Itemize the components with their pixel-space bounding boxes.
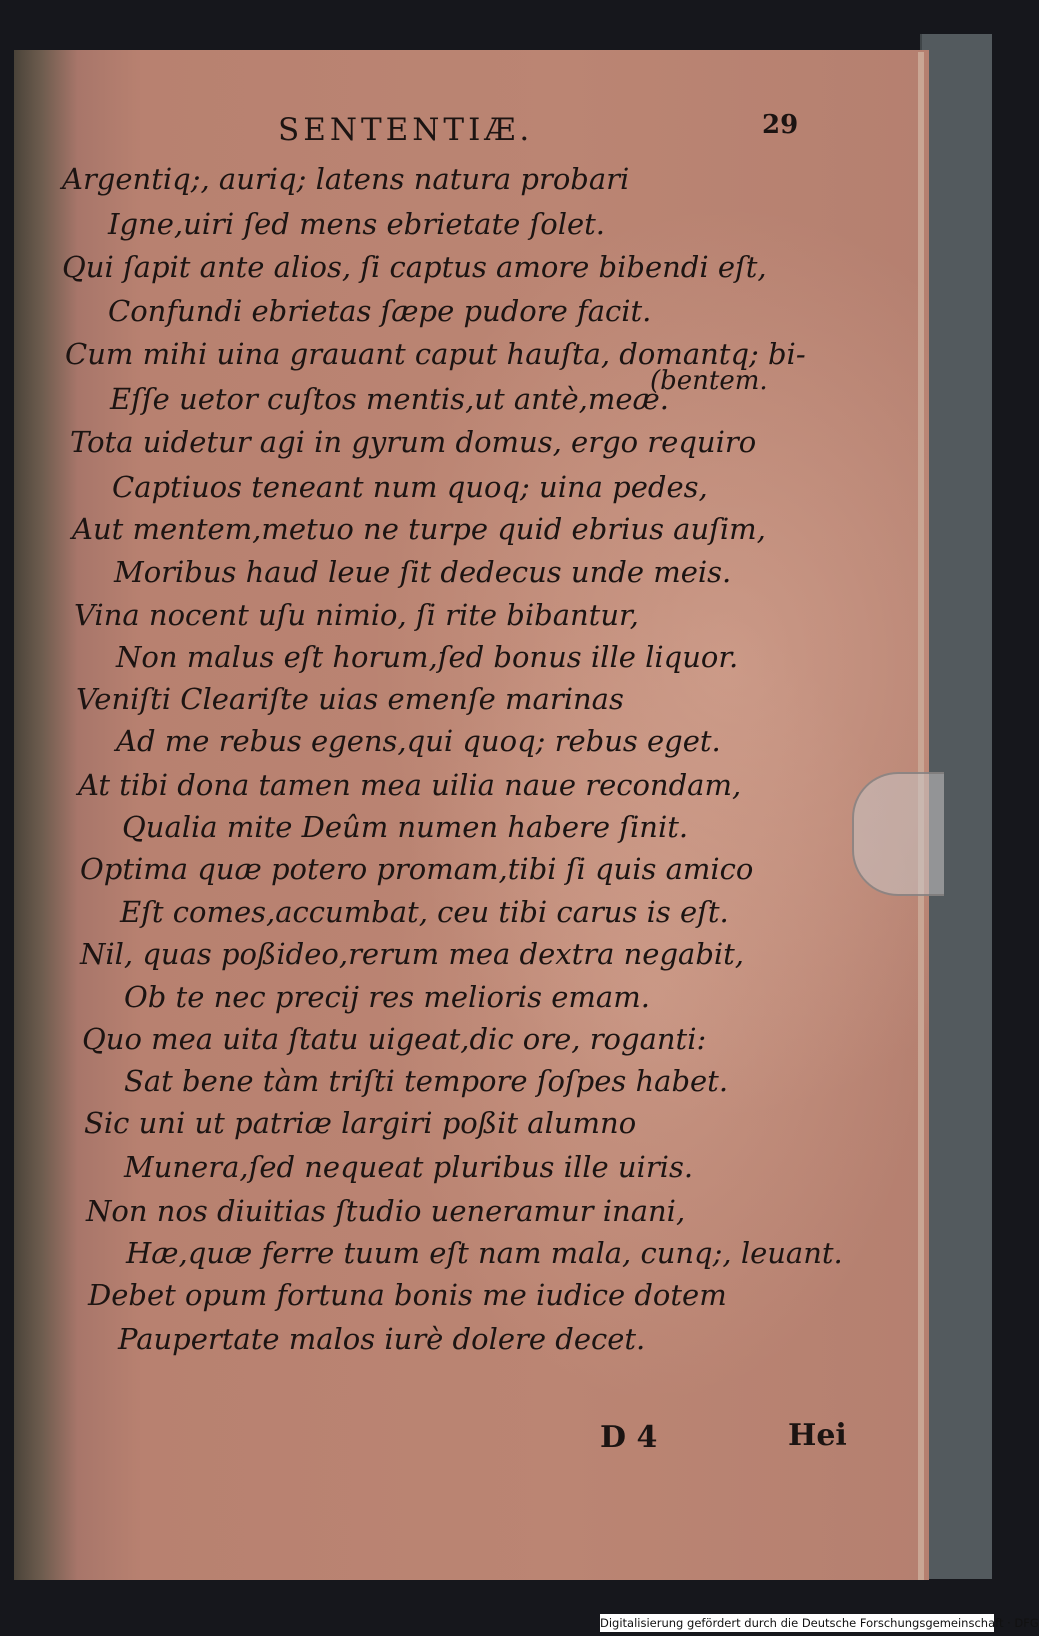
verse-line: Sat bene tàm triſti tempore ſoſpes habet. (124, 1064, 729, 1098)
verse-line: Qualia mite Deûm numen habere ſinit. (122, 810, 689, 844)
verse-line: Sic uni ut patriæ largiri poßit alumno (84, 1106, 637, 1140)
verse-line: Ob te nec precij res melioris emam. (124, 980, 650, 1014)
verse-line: Ad me rebus egens,qui quoq; rebus eget. (116, 724, 721, 758)
verse-line: Hæ,quæ ferre tuum eſt nam mala, cunq;, leuant. (126, 1236, 843, 1270)
catchword: Hei (788, 1418, 847, 1453)
verse-line: Argentiq;, auriq; latens natura probari (62, 162, 630, 196)
signature-mark: D 4 (600, 1420, 658, 1455)
verse-line: Captiuos teneant num quoq; uina pedes, (112, 470, 708, 504)
verse-line: Eſt comes,accumbat, ceu tibi carus is eſt. (120, 895, 729, 929)
verse-line: Vina nocent uſu nimio, ſi rite bibantur, (74, 598, 639, 632)
verse-line: Debet opum fortuna bonis me iudice dotem (88, 1278, 727, 1312)
verse-line: Paupertate malos iurè dolere decet. (118, 1322, 646, 1356)
verse-line: Confundi ebrietas ſæpe pudore facit. (108, 294, 652, 328)
page-clip-tab (852, 772, 944, 896)
verse-line-continuation: (bentem. (650, 366, 768, 396)
verse-line: Munera,ſed nequeat pluribus ille uiris. (124, 1150, 694, 1184)
verse-line: Cum mihi uina grauant caput hauſta, domantq; bi- (65, 337, 806, 371)
verse-line: At tibi dona tamen mea uilia naue recondam, (78, 768, 742, 802)
verse-line: Aut mentem,metuo ne turpe quid ebrius auſim, (72, 512, 766, 546)
verse-line: Quo mea uita ſtatu uigeat,dic ore, roganti: (82, 1022, 707, 1056)
verse-line: Igne,uiri ſed mens ebrietate ſolet. (108, 207, 606, 241)
verse-line: Qui ſapit ante alios, ſi captus amore bibendi eſt, (62, 250, 767, 284)
running-head: SENTENTIÆ. (278, 112, 534, 148)
verse-line: Non nos diuitias ſtudio ueneramur inani, (86, 1194, 686, 1228)
verse-line: Optima quæ potero promam,tibi ſi quis amico (80, 852, 754, 886)
verse-line: Veniſti Cleariſte uias emenſe marinas (76, 682, 624, 716)
verse-line: Moribus haud leue ſit dedecus unde meis. (114, 555, 732, 589)
verse-line: Eſſe uetor cuſtos mentis,ut antè,meæ. (110, 382, 669, 416)
verse-line: Nil, quas poßideo,rerum mea dextra negabit, (80, 937, 745, 971)
verse-line: Tota uidetur agi in gyrum domus, ergo requiro (70, 425, 757, 459)
digitization-credit: Digitalisierung gefördert durch die Deutsche Forschungsgemeinschaft · DFG (600, 1616, 1039, 1630)
folio-number: 29 (762, 110, 799, 140)
verse-line: Non malus eſt horum,ſed bonus ille liquor. (116, 640, 739, 674)
